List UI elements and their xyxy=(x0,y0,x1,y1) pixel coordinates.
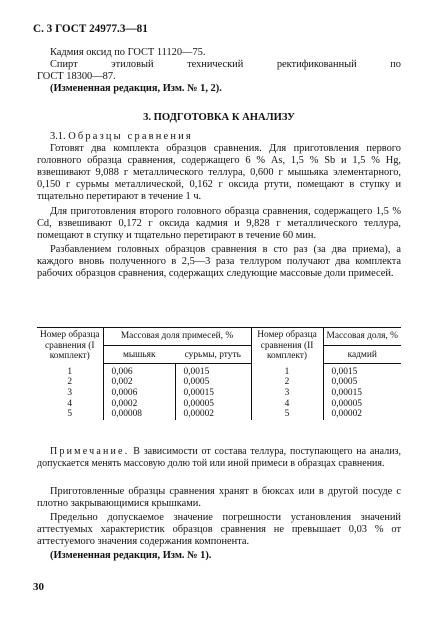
table-row: 5 0,00008 0,00002 5 0,00002 xyxy=(37,409,401,420)
samples-text xyxy=(37,131,401,280)
subsection-number: 3.1. xyxy=(50,131,66,142)
table-row: 2 0,002 0,0005 2 0,0005 xyxy=(37,377,401,388)
table-note xyxy=(37,446,401,470)
col-mass-fraction: Массовая доля, % xyxy=(323,328,401,346)
section-heading: 3. ПОДГОТОВКА К АНАЛИЗУ xyxy=(143,112,295,123)
note-label: Примечание. xyxy=(50,446,130,457)
mass-fraction-table xyxy=(37,327,401,420)
page-number: 30 xyxy=(33,581,44,593)
reagent-cadmium-oxide: Кадмия оксид по ГОСТ 11120—75. xyxy=(50,47,206,58)
note-block xyxy=(37,446,401,470)
note-text: В зависимости от состава теллура, поступающего на анализ, допускается менять массовую долю той или иной примеси в образцах сравнения. xyxy=(37,446,402,469)
amendment-note-1: (Измененная редакция, Изм. № 1, 2). xyxy=(50,83,222,95)
paragraph-storage: Приготовленные образцы сравнения хранят в бюксах или в другой посуде с плотно закрывающимися крышками. xyxy=(37,486,401,510)
paragraph-first-standard: Готовят два комплекта образцов сравнения. Для приготовления первого головного образца сравнения, содержащего 6 % As, 1,5 % Sb и 1,5 % Hg, взвешивают 9,088 г металлического теллура, 0,600 г мышьяка элементарного, 0,150 г сурьмы металлической, 0,162 г оксида ртути, помещают в ступку и тщательно перетирают в течение 1 ч. xyxy=(37,143,401,203)
reagent-spirit-line: Спирт этиловый технический ректификованный по xyxy=(50,59,401,71)
reagents-block xyxy=(37,47,401,95)
running-header: С. 3 ГОСТ 24977.3—81 xyxy=(33,23,148,35)
table-row: 3 0,0006 0,00015 3 0,00015 xyxy=(37,388,401,399)
table-row: 4 0,0002 0,00005 4 0,00005 xyxy=(37,399,401,410)
table-row: 1 0,006 0,0015 1 0,0015 xyxy=(37,367,401,378)
col-arsenic: мышьяк xyxy=(103,346,175,364)
paragraph-error-limit: Предельно допускаемое значение погрешности установления значений аттестуемых характеристик образцов сравнения не превышает 0,03 % от аттестуемого значения содержания компонента. xyxy=(37,512,401,548)
paragraph-dilution: Разбавлением головных образцов сравнения в сто раз (за два приема), а каждого вновь полученного в 2,5—3 раза теллуром получают два комплекта рабочих образцов сравнения, содержащих следующие массовые доли примесей. xyxy=(37,243,401,280)
paragraph-second-standard: Для приготовления второго головного образца сравнения, содержащего 1,5 % Cd, взвешивают 0,172 г оксида кадмия и 9,828 г металлического теллура, помещают в ступку и тщательно перетирают в течение 60 мин. xyxy=(37,205,401,241)
subsection-heading xyxy=(37,131,401,143)
col-antimony-mercury: сурьмы, ртуть xyxy=(175,346,251,364)
subsection-title: Образцы сравнения xyxy=(68,131,193,142)
col-sample-number-1: Номер образца сравнения (I комплект) xyxy=(37,328,103,364)
col-sample-number-2: Номер образца сравнения (II комплект) xyxy=(251,328,323,364)
col-mass-fraction-group: Массовая доля примесей, % xyxy=(103,328,251,346)
reagent-spirit-standard: ГОСТ 18300—87. xyxy=(37,71,116,83)
col-cadmium: кадмий xyxy=(323,346,401,364)
amendment-note-2: (Измененная редакция, Изм. № 1). xyxy=(50,550,212,562)
storage-text xyxy=(37,486,401,563)
